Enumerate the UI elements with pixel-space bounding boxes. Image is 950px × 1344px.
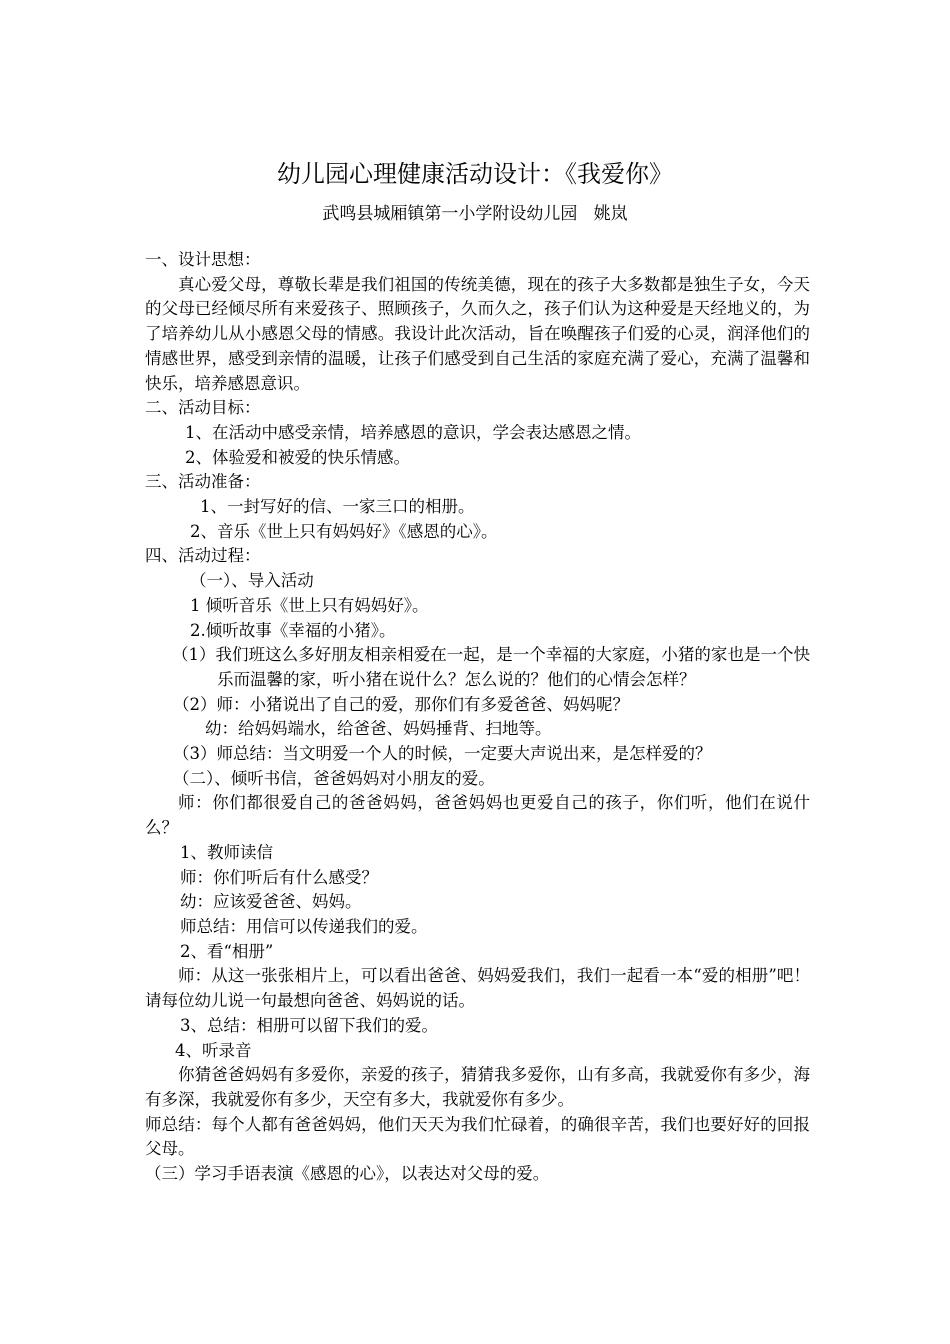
question-item: （2）师：小猪说出了自己的爱，那你们有多爱爸爸、妈妈呢？	[173, 694, 629, 714]
list-item: 3、总结：相册可以留下我们的爱。	[180, 1015, 438, 1035]
paragraph: 师：从这一张张相片上，可以看出爸爸、妈妈爱我们，我们一起看一本“爱的相册”吧！请每位幼儿说一句最想向爸爸、妈妈说的话。	[145, 966, 810, 1011]
paragraph: 你猜爸爸妈妈有多爱你，亲爱的孩子，猜猜我多爱你，山有多高，我就爱你有多少，海有多深，我就爱你有多少，天空有多大，我就爱你有多少。	[145, 1065, 810, 1109]
list-item: 4、听录音	[175, 1040, 252, 1060]
subsection-heading: （二）、倾听书信，爸爸妈妈对小朋友的爱。	[173, 768, 495, 788]
list-item: 2、音乐《世上只有妈妈好》《感恩的心》。	[190, 521, 498, 541]
list-item: 2、体验爱和被爱的快乐情感。	[185, 447, 410, 467]
subsection-heading: （一）、导入活动	[190, 571, 314, 591]
list-item: 2、看“相册”	[180, 941, 274, 961]
document-body	[145, 248, 810, 1187]
section-heading: 二、活动目标：	[145, 398, 261, 418]
dialogue-line: 师总结：用信可以传递我们的爱。	[180, 916, 428, 936]
list-item: 1、教师读信	[180, 842, 273, 862]
paragraph: 真心爱父母，尊敬长辈是我们祖国的传统美德，现在的孩子大多数都是独生子女，今天的父母已经倾尽所有来爱孩子、照顾孩子，久而久之，孩子们认为这种爱是天经地义的，为了培养幼儿从小感恩父母的情感。我设计此次活动，旨在唤醒孩子们爱的心灵，润泽他们的情感世界，感受到亲情的温暖，让孩子们感受到自己生活的家庭充满了爱心，充满了温馨和快乐，培养感恩意识。	[145, 274, 810, 393]
document-title: 幼儿园心理健康活动设计：《我爱你》	[277, 160, 673, 188]
dialogue-line: 幼：应该爱爸爸、妈妈。	[180, 892, 362, 912]
list-item: 2.倾听故事《幸福的小猪》。	[190, 620, 396, 640]
paragraph: 师总结：每个人都有爸爸妈妈，他们天天为我们忙碌着，的确很辛苦，我们也要好好的回报父母。	[145, 1114, 810, 1159]
question-item: （3）师总结：当文明爱一个人的时候，一定要大声说出来，是怎样爱的？	[173, 744, 712, 764]
document-author: 武鸣县城厢镇第一小学附设幼儿园 姚岚	[322, 204, 628, 224]
paragraph: 师：你们都很爱自己的爸爸妈妈，爸爸妈妈也更爱自己的孩子，你们听，他们在说什么？	[145, 793, 810, 838]
answer-item: 幼：给妈妈端水，给爸爸、妈妈捶背、扫地等。	[205, 719, 552, 739]
list-item: 1、一封写好的信、一家三口的相册。	[200, 497, 475, 517]
list-item: 1、在活动中感受亲情，培养感恩的意识，学会表达感恩之情。	[185, 422, 641, 442]
section-heading: 四、活动过程：	[145, 546, 261, 566]
dialogue-line: 师：你们听后有什么感受？	[180, 867, 378, 887]
question-item: （1）我们班这么多好朋友相亲相爱在一起，是一个幸福的大家庭，小猪的家也是一个快乐而温馨的家，听小猪在说什么？怎么说的？他们的心情会怎样？	[172, 645, 810, 689]
list-item: 1 倾听音乐《世上只有妈妈好》。	[190, 595, 429, 615]
subsection-heading: （三）学习手语表演《感恩的心》，以表达对父母的爱。	[145, 1164, 550, 1184]
section-heading: 三、活动准备：	[145, 472, 261, 492]
section-heading: 一、设计思想：	[145, 250, 261, 269]
